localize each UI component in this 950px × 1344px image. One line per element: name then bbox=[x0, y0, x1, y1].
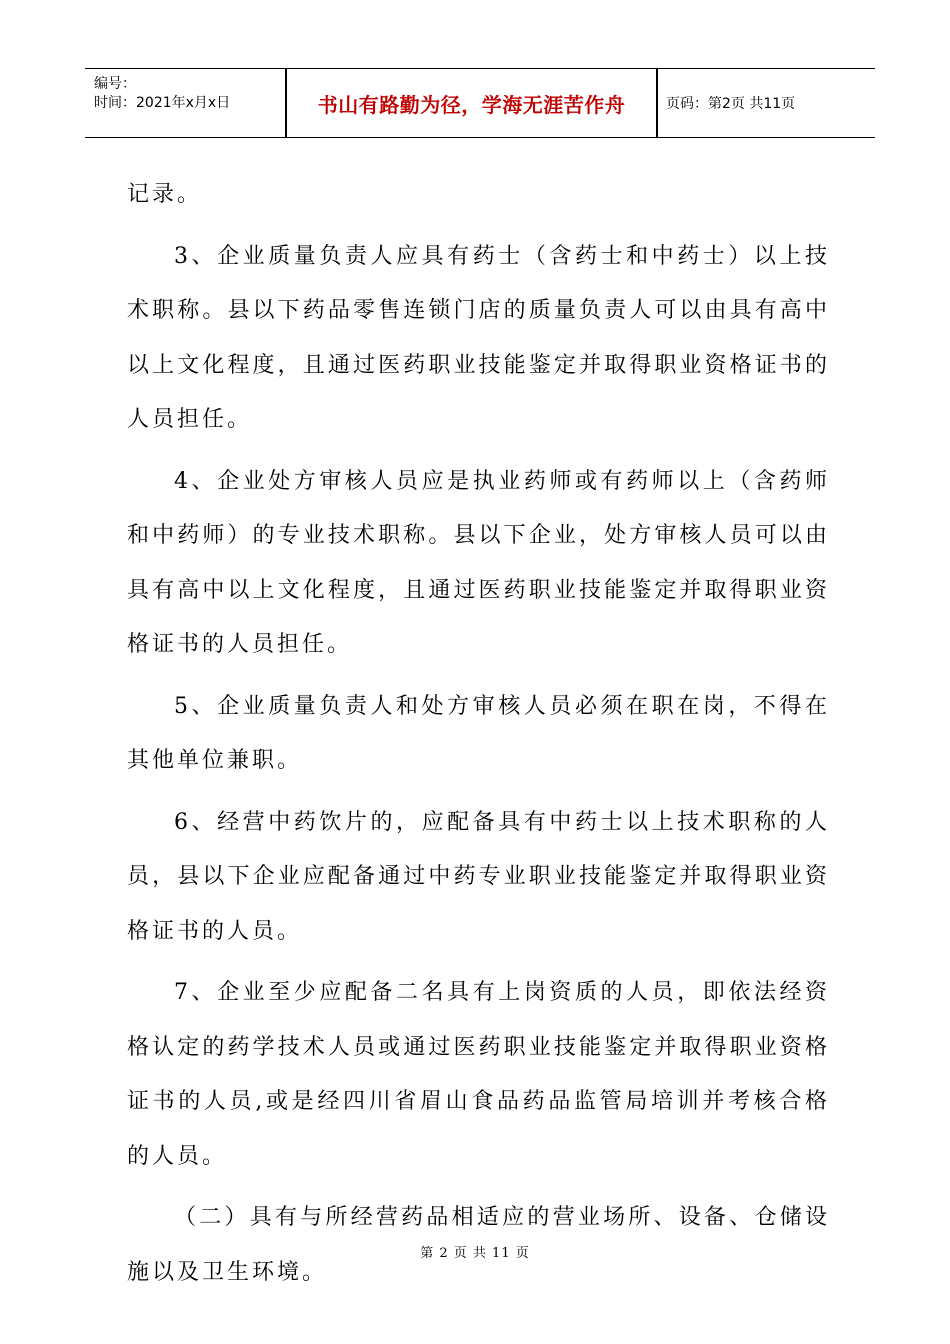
paragraph: 3、企业质量负责人应具有药士（含药士和中药士）以上技术职称。县以下药品零售连锁门店的质量负责人可以由具有高中以上文化程度，且通过医药职业技能鉴定并取得职业资格证书的人员担任。 bbox=[127, 243, 830, 432]
paragraph: 记录。 bbox=[127, 182, 203, 207]
time-label: 时间：2021年x月x日 bbox=[94, 95, 231, 111]
header-page-info: 页码：第2页 共11页 bbox=[666, 96, 796, 112]
paragraph: 7、企业至少应配备二名具有上岗资质的人员，即依法经资格认定的药学技术人员或通过医药职业技能鉴定并取得职业资格证书的人员,或是经四川省眉山食品药品监管局培训并考核合格的人员。 bbox=[127, 980, 830, 1169]
number-label: 编号： bbox=[94, 76, 136, 92]
header-motto: 书山有路勤为径，学海无涯苦作舟 bbox=[317, 92, 626, 117]
document-body bbox=[127, 168, 830, 1307]
page-header bbox=[85, 68, 875, 138]
page-footer: 第 2 页 共 11 页 bbox=[420, 1246, 530, 1261]
paragraph: 5、企业质量负责人和处方审核人员必须在职在岗，不得在其他单位兼职。 bbox=[127, 693, 830, 773]
header-meta bbox=[85, 69, 285, 137]
paragraph: 6、经营中药饮片的，应配备具有中药士以上技术职称的人员，县以下企业应配备通过中药专业职业技能鉴定并取得职业资格证书的人员。 bbox=[127, 809, 830, 944]
paragraph: 4、企业处方审核人员应是执业药师或有药师以上（含药师和中药师）的专业技术职称。县以下企业，处方审核人员可以由具有高中以上文化程度，且通过医药职业技能鉴定并取得职业资格证书的人员担任。 bbox=[127, 468, 830, 657]
paragraph: （二）具有与所经营药品相适应的营业场所、设备、仓储设施以及卫生环境。 bbox=[127, 1205, 830, 1285]
